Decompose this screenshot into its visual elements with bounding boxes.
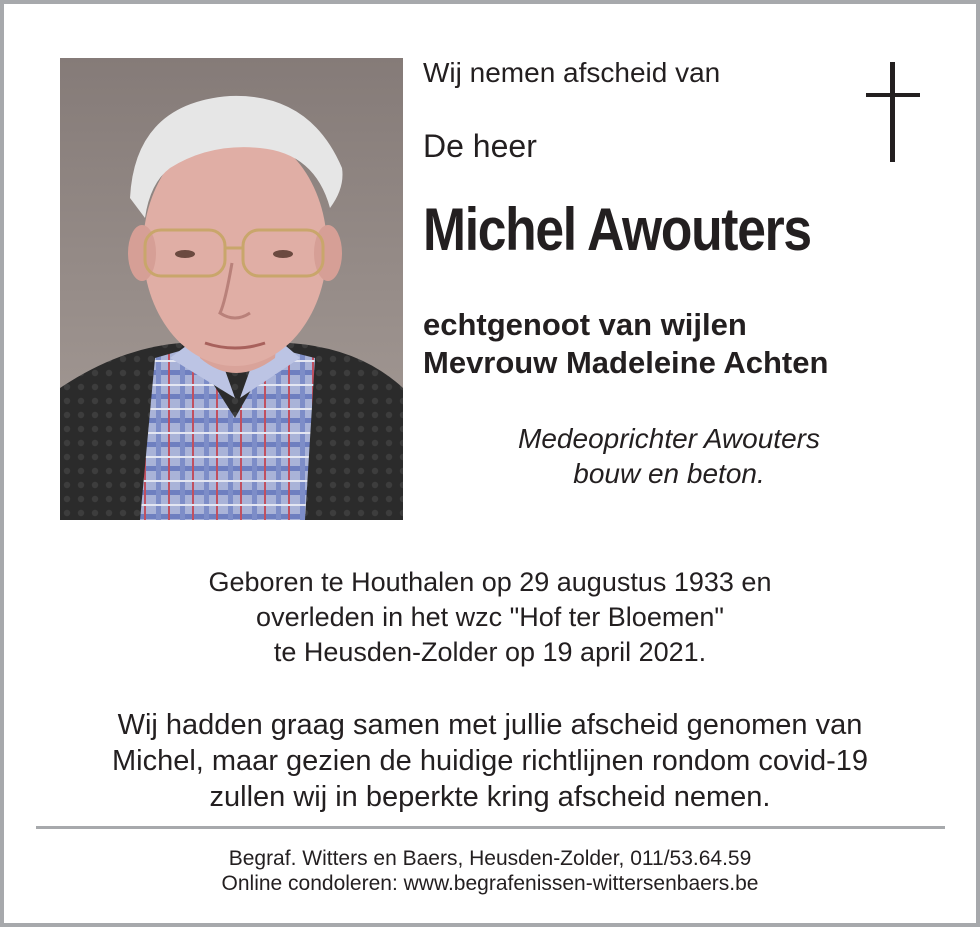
spouse-line: echtgenoot van wijlen [423, 307, 747, 342]
spouse-line: Mevrouw Madeleine Achten [423, 345, 829, 380]
born-line: overleden in het wzc "Hof ter Bloemen" [256, 602, 724, 632]
born-line: Geboren te Houthalen op 29 augustus 1933 en [208, 567, 772, 597]
condolence-link[interactable]: Online condoleren: www.begrafenissen-wittersenbaers.be [221, 872, 759, 895]
footer-divider [36, 826, 945, 829]
portrait-photo [60, 58, 403, 520]
spouse-info [423, 306, 828, 382]
deceased-name: Michel Awouters [423, 196, 811, 263]
role-info [444, 421, 894, 491]
message-line: Wij hadden graag samen met jullie afscheid genomen van [117, 709, 863, 741]
footer [4, 846, 976, 896]
honorific: De heer [423, 128, 537, 164]
message-line: zullen wij in beperkte kring afscheid nemen. [209, 781, 771, 813]
birth-death-info [4, 565, 976, 670]
funeral-home-contact: Begraf. Witters en Baers, Heusden-Zolder, 011/53.64.59 [228, 847, 752, 870]
role-line: Medeoprichter Awouters [518, 423, 820, 454]
role-line: bouw en beton. [573, 458, 765, 489]
cross-icon [864, 62, 924, 162]
born-line: te Heusden-Zolder op 19 april 2021. [273, 637, 707, 667]
farewell-message [4, 707, 976, 815]
intro-text: Wij nemen afscheid van [423, 57, 721, 88]
message-line: Michel, maar gezien de huidige richtlijnen rondom covid-19 [111, 745, 868, 777]
